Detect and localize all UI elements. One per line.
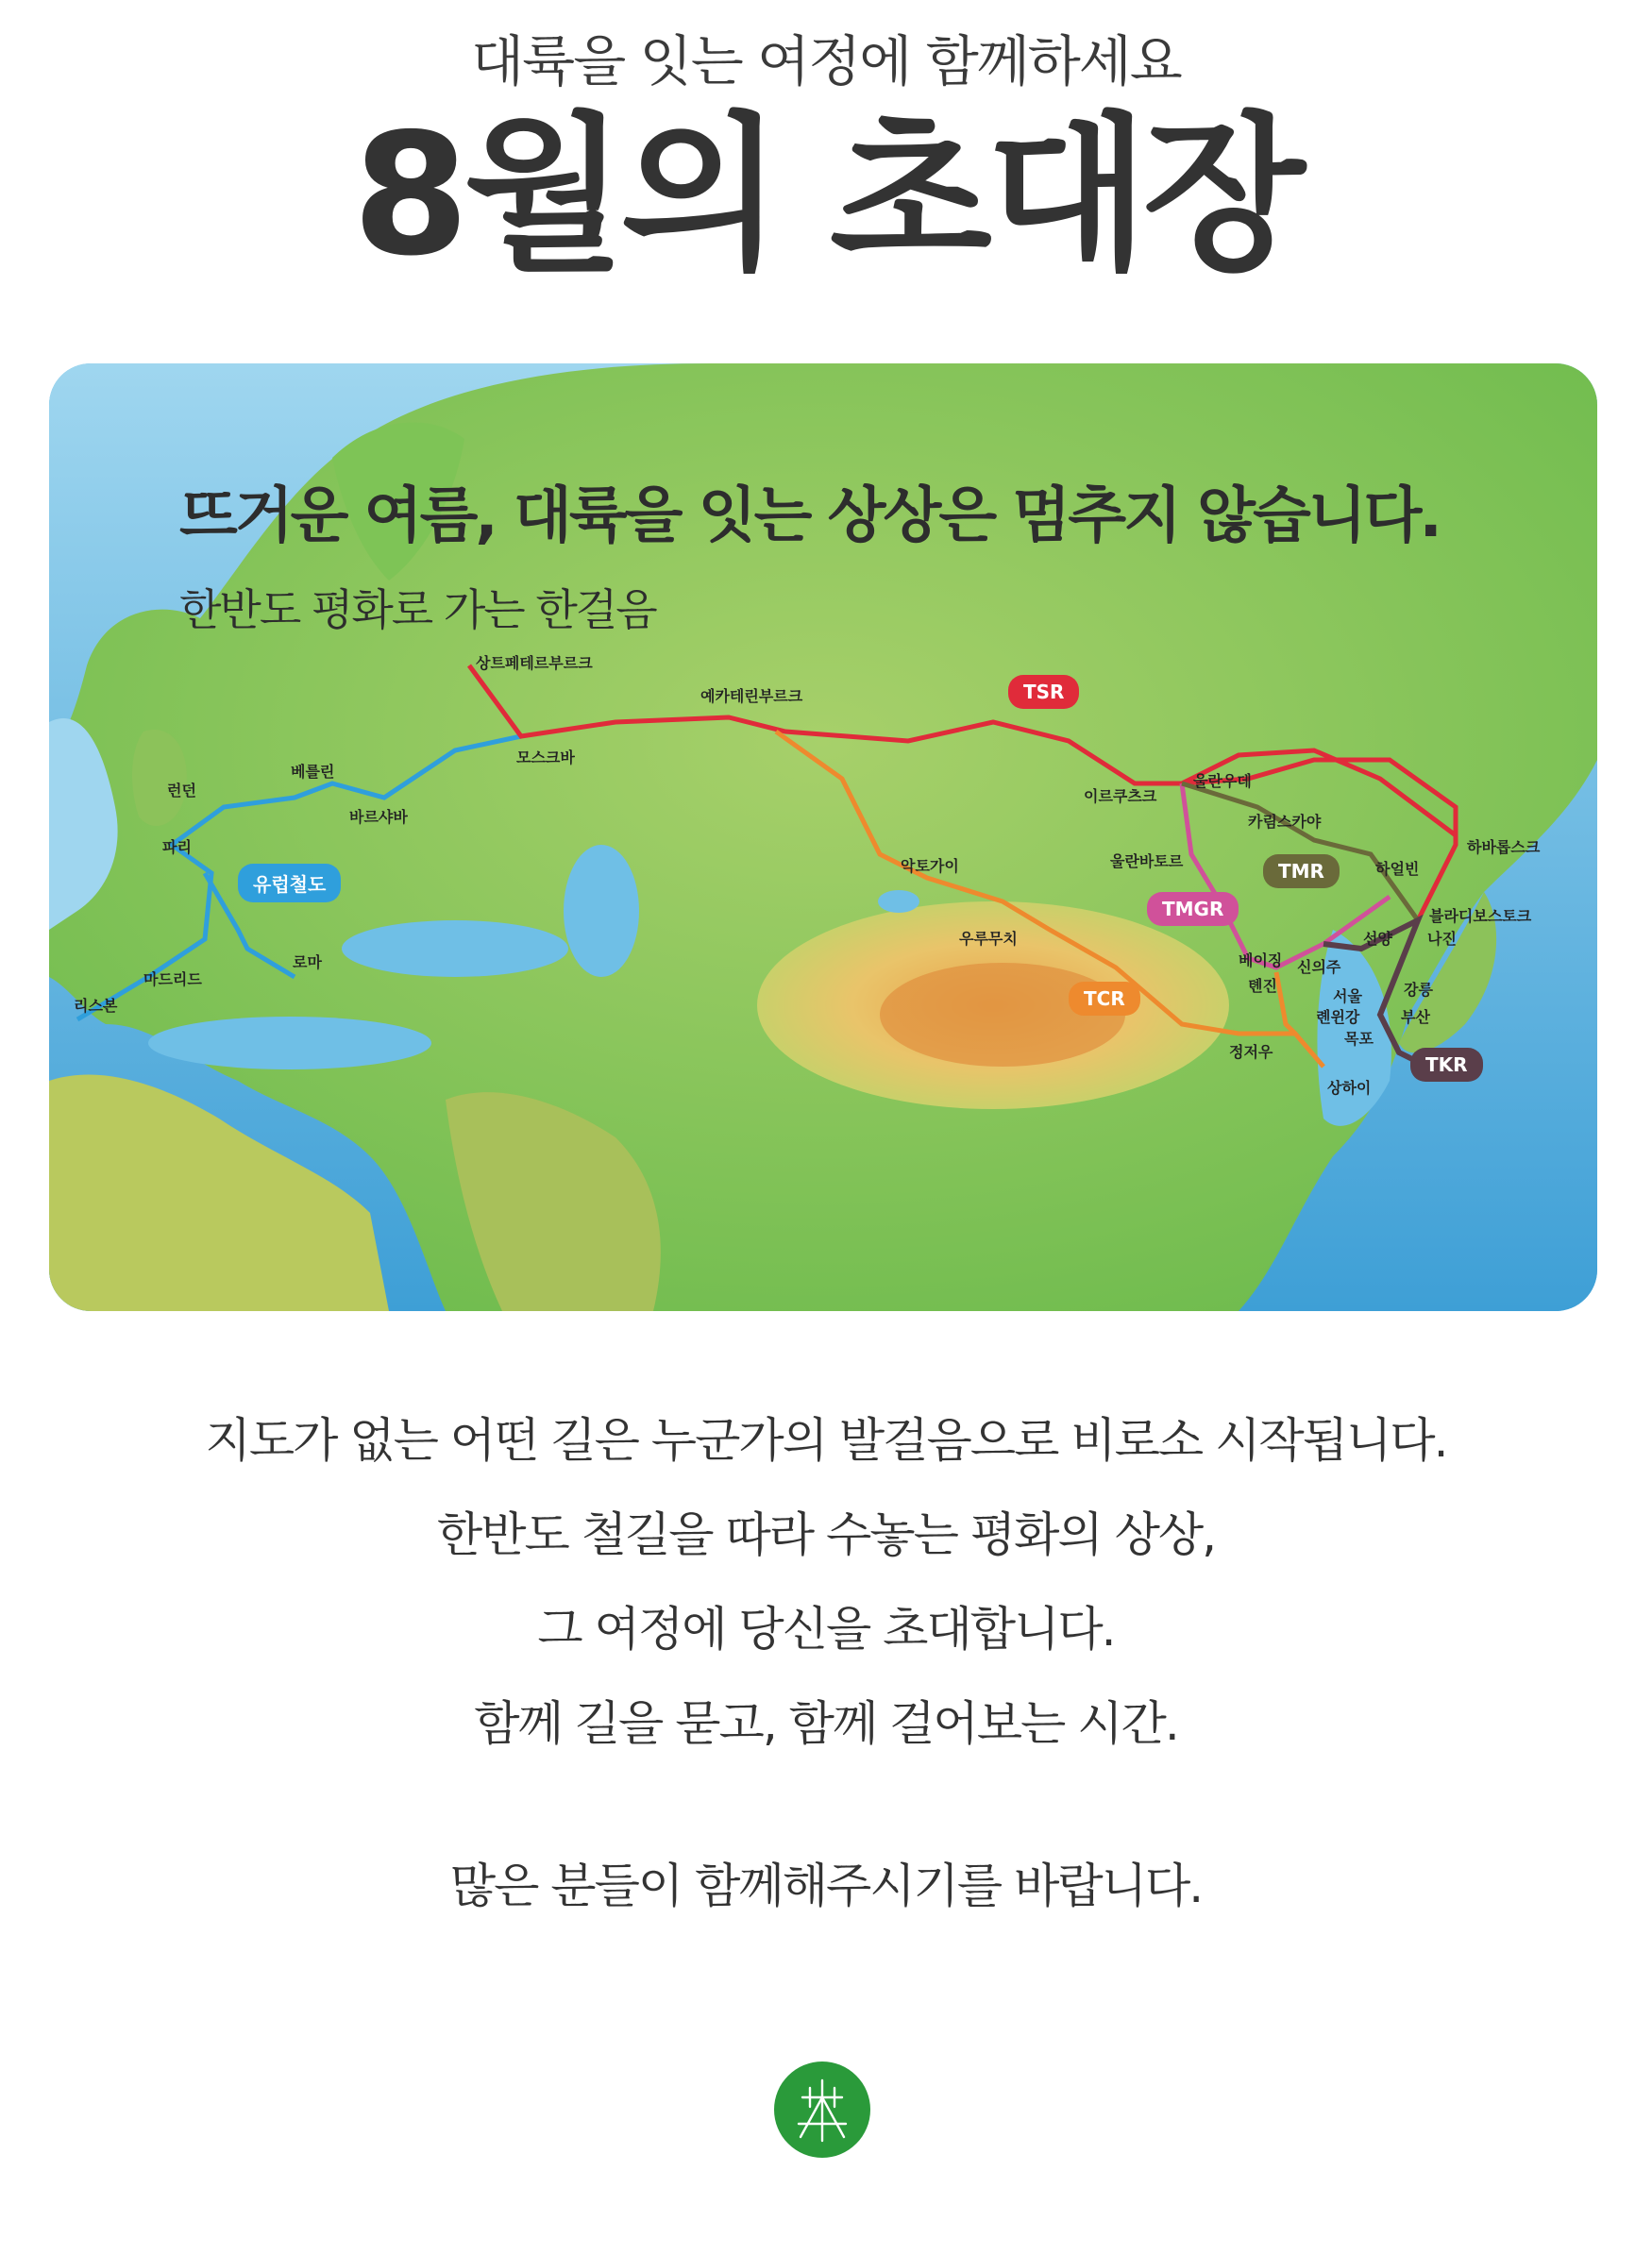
- city-label: 톈진: [1248, 977, 1277, 995]
- city-label: 서울: [1333, 987, 1362, 1005]
- city-label: 리스본: [74, 997, 118, 1015]
- city-label: 정저우: [1229, 1043, 1273, 1061]
- city-label: 나진: [1427, 930, 1457, 948]
- city-label: 로마: [293, 953, 322, 971]
- page-title: 8월의 초대장: [352, 97, 1300, 293]
- city-label: 하바롭스크: [1467, 838, 1541, 856]
- city-label: 마드리드: [143, 970, 202, 988]
- map-headline: 뜨거운 여름, 대륙을 잇는 상상은 멈추지 않습니다.: [179, 481, 1440, 551]
- body-line-4: 함께 길을 묻고, 함께 걸어보는 시간.: [474, 1696, 1178, 1751]
- body-line-3: 그 여정에 당신을 초대합니다.: [537, 1602, 1115, 1657]
- city-label: 베를린: [291, 763, 335, 781]
- city-label: 악토가이: [901, 857, 959, 875]
- route-tag-tcr: TCR: [1069, 982, 1140, 1016]
- city-label: 하얼빈: [1375, 860, 1420, 878]
- city-label: 강릉: [1404, 981, 1433, 999]
- city-label: 울란바토르: [1110, 852, 1184, 870]
- city-label: 바르샤바: [349, 808, 408, 826]
- city-label: 블라디보스토크: [1429, 907, 1532, 925]
- city-label: 상트페테르부르크: [476, 654, 593, 672]
- route-map: [49, 363, 1597, 1311]
- city-label: 런던: [167, 782, 196, 799]
- city-label: 상하이: [1327, 1079, 1372, 1097]
- city-label: 롄윈강: [1316, 1008, 1360, 1026]
- invitation-subtitle: 대륙을 잇는 여정에 함께하세요: [471, 29, 1181, 93]
- route-tag-europe: 유럽철도: [238, 864, 341, 902]
- city-label: 우루무치: [959, 930, 1018, 948]
- city-label: 모스크바: [516, 749, 575, 766]
- city-label: 신의주: [1297, 958, 1341, 976]
- route-tag-tmr: TMR: [1263, 854, 1340, 888]
- city-label: 예카테린부르크: [700, 687, 803, 705]
- city-label: 목포: [1344, 1030, 1374, 1048]
- city-label: 이르쿠츠크: [1084, 787, 1157, 805]
- city-label: 부산: [1401, 1008, 1430, 1026]
- map-subheadline: 한반도 평화로 가는 한걸음: [179, 584, 656, 635]
- city-label: 울란우데: [1193, 772, 1252, 790]
- route-tag-tkr: TKR: [1410, 1048, 1483, 1082]
- city-label: 파리: [162, 838, 192, 856]
- body-line-2: 한반도 철길을 따라 수놓는 평화의 상상,: [436, 1507, 1216, 1562]
- city-label: 베이징: [1239, 951, 1283, 969]
- route-tag-tsr: TSR: [1008, 675, 1079, 709]
- city-label: 선양: [1363, 930, 1392, 948]
- route-tag-tmgr: TMGR: [1147, 892, 1239, 926]
- body-line-1: 지도가 없는 어떤 길은 누군가의 발걸음으로 비로소 시작됩니다.: [205, 1413, 1447, 1468]
- organization-logo-icon: [774, 2061, 870, 2158]
- body-closing: 많은 분들이 함께해주시기를 바랍니다.: [449, 1859, 1203, 1913]
- city-label: 카림스카야: [1248, 813, 1322, 831]
